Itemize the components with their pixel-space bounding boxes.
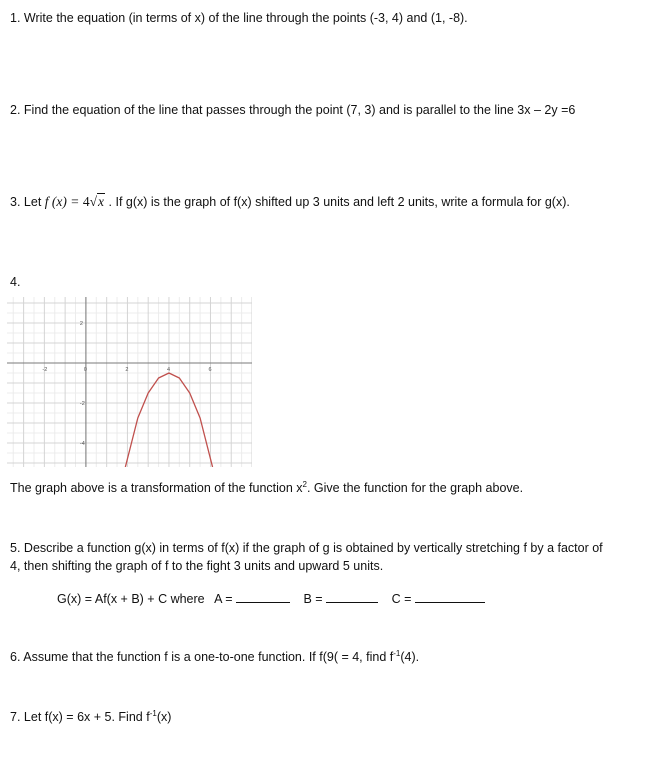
question-text-end: (4).: [400, 650, 420, 664]
label-a: A =: [214, 592, 233, 606]
grid-major: [7, 297, 252, 467]
question-5: [10, 539, 605, 575]
question-number: 6.: [10, 650, 21, 664]
question-3: [10, 193, 620, 211]
y-tick-label: 2: [79, 321, 83, 327]
question-4-number: 4.: [10, 275, 21, 289]
blank-b[interactable]: [326, 590, 378, 603]
question-7: [10, 708, 625, 726]
label-b: B =: [303, 592, 323, 606]
question-lead: Let: [23, 195, 42, 209]
y-tick-label: -4: [79, 441, 85, 447]
question-2: [10, 101, 625, 119]
caption-exponent: 2: [302, 479, 307, 489]
question-text: Assume that the function f is a one-to-one function. If f(9( = 4, find f: [23, 650, 394, 664]
blank-a[interactable]: [236, 590, 290, 603]
x-tick-label: -2: [42, 367, 48, 373]
question-text: Describe a function g(x) in terms of f(x) if the graph of g is obtained by vertically stretching f by a factor of 4, then shifting the graph of f to the fight 3 units and upward 5 units.: [10, 541, 603, 573]
function-definition: f (x) =: [44, 194, 80, 209]
question-number: 2.: [10, 103, 21, 117]
question-4-caption: [10, 479, 625, 497]
question-number: 5.: [10, 541, 21, 555]
question-1: [10, 9, 625, 27]
x-tick-label: 6: [208, 367, 212, 373]
label-c: C =: [391, 592, 412, 606]
question-6: [10, 648, 625, 666]
y-tick-label: -2: [79, 401, 85, 407]
question-number: 1.: [10, 11, 21, 25]
radicand: x: [98, 194, 105, 209]
form-text: G(x) = Af(x + B) + C where: [57, 592, 205, 606]
question-text: Write the equation (in terms of x) of the line through the points (-3, 4) and (1, -8).: [23, 11, 468, 25]
caption-end: . Give the function for the graph above.: [306, 481, 524, 495]
x-tick-label: 4: [166, 367, 171, 373]
question-text: Let f(x) = 6x + 5. Find f: [23, 710, 150, 724]
blank-c[interactable]: [415, 590, 485, 603]
question-text: . If g(x) is the graph of f(x) shifted up 3 units and left 2 units, write a formula for g(x).: [108, 195, 570, 209]
coefficient: 4: [82, 194, 90, 209]
x-tick-label: 2: [125, 367, 129, 373]
question-text-end: (x): [156, 710, 172, 724]
inverse-superscript: -1: [393, 648, 401, 658]
x-tick-label: 0: [83, 367, 87, 373]
question-number: 7.: [10, 710, 21, 724]
transformation-graph: [7, 297, 252, 467]
question-text: Find the equation of the line that passes through the point (7, 3) and is parallel to the line 3x – 2y =6: [23, 103, 576, 117]
question-number: 3.: [10, 195, 21, 209]
inverse-superscript: -1: [149, 708, 157, 718]
caption-text: The graph above is a transformation of the function x: [10, 481, 303, 495]
radical-sign: √: [89, 194, 98, 209]
answer-line: [57, 590, 485, 608]
